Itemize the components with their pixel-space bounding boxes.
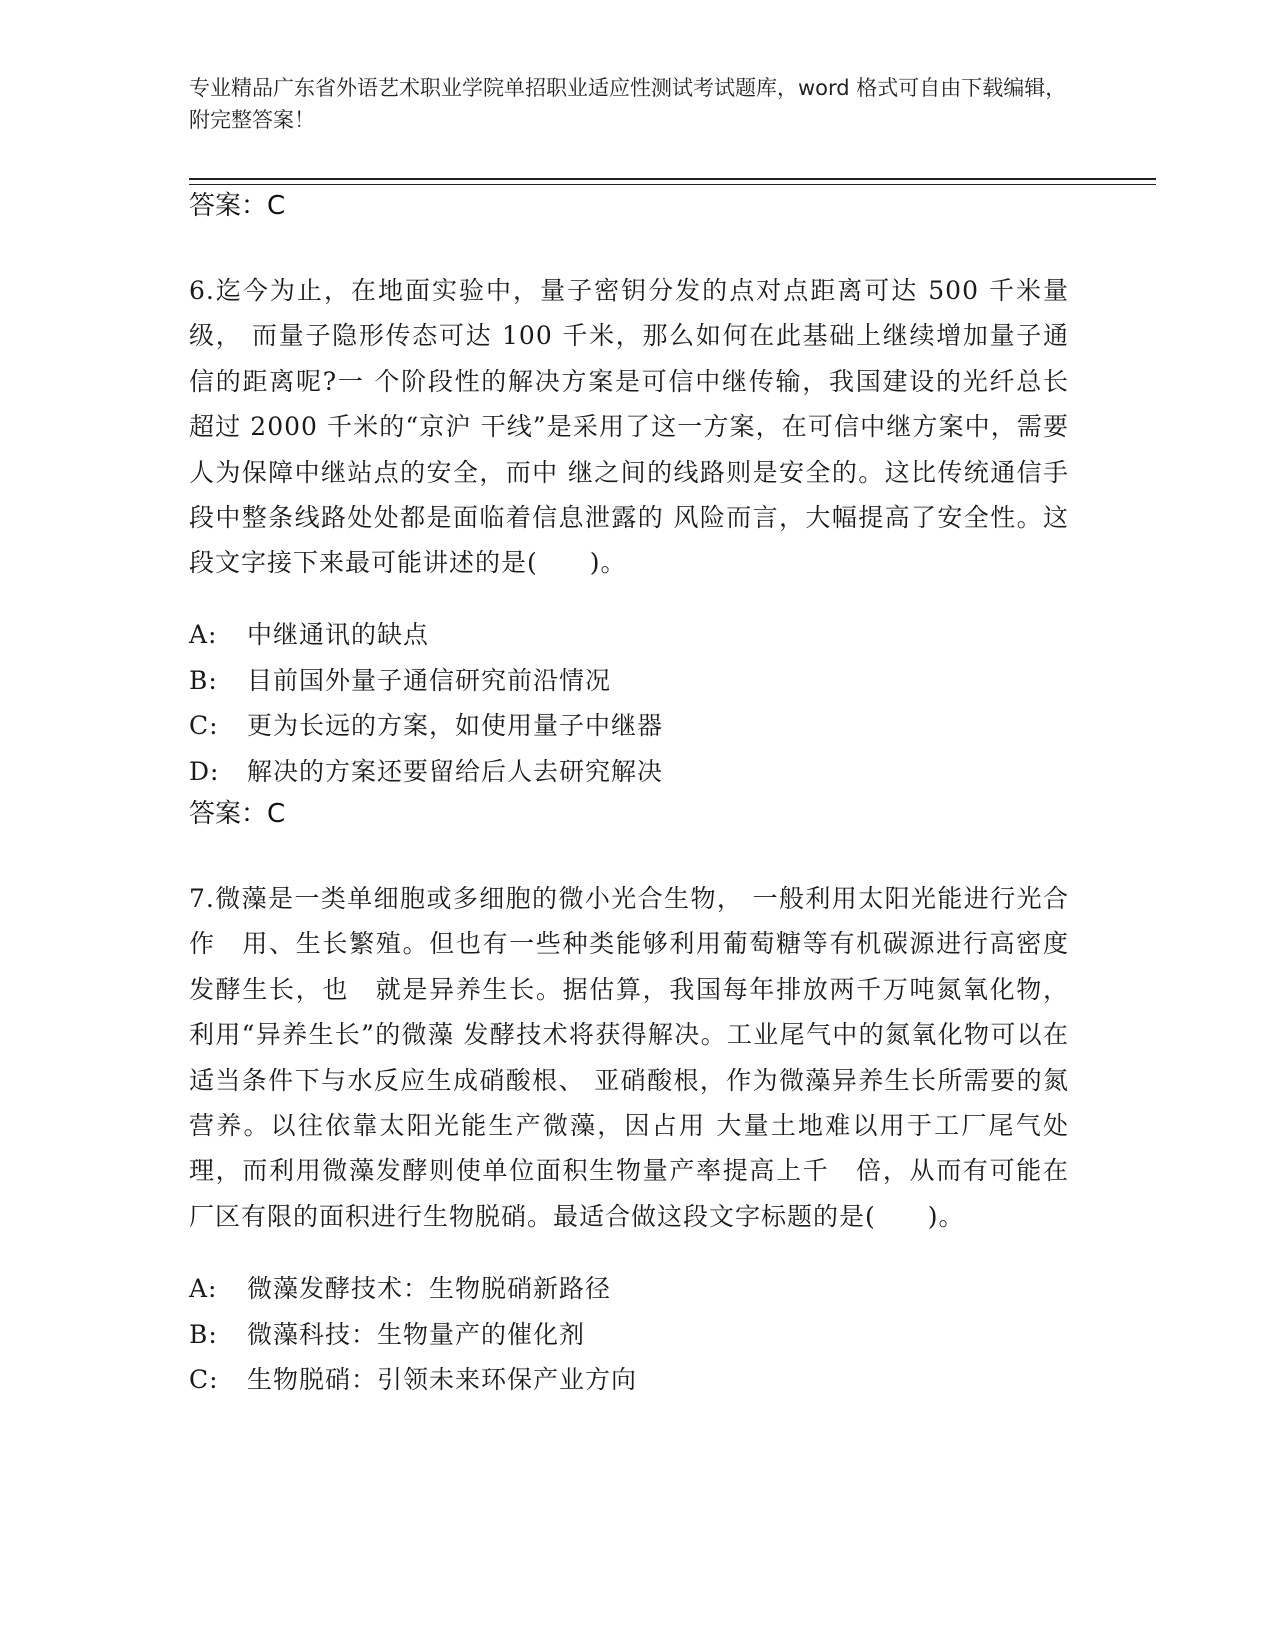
question-7: 7.微藻是一类单细胞或多细胞的微小光合生物， 一般利用太阳光能进行光合作 用、生长繁殖。但也有一些种类能够利用葡萄糖等有机碳源进行高密度发酵生长，也 就是异养生长。据估算，我国每年排放两千万吨氮氧化物，利用“异养生长”的微藻 发酵技术将获得解决。工业尾气中的氮氧化物可以在适当条件下与水反应生成硝酸根、 亚硝酸根，作为微藻异养生长所需要的氮营养。以往依靠太阳光能生产微藻，因占用 大量土地难以用于工厂尾气处理，而利用微藻发酵则使单位面积生物量产率提高上千 倍，从而有可能在厂区有限的面积进行生物脱硝。最适合做这段文字标题的是( )。 <box>189 884 1069 1231</box>
option-text: 微藻发酵技术：生物脱硝新路径 <box>247 1274 612 1303</box>
question-6-options <box>189 612 1069 794</box>
option-b <box>189 658 1069 704</box>
option-letter: C: <box>189 1365 219 1395</box>
option-text: 更为长远的方案，如使用量子中继器 <box>247 711 664 741</box>
option-c <box>189 703 1069 749</box>
option-text: 解决的方案还要留给后人去研究解决 <box>247 756 664 786</box>
option-letter: C: <box>189 711 219 741</box>
answer-6: 答案：C <box>189 799 286 829</box>
option-text: 微藻科技：生物量产的催化剂 <box>247 1319 586 1349</box>
option-d <box>189 749 1069 795</box>
question-6: 6.迄今为止，在地面实验中，量子密钥分发的点对点距离可达 500 千米量级， 而量子隐形传态可达 100 千米，那么如何在此基础上继续增加量子通信的距离呢?一 个阶段性的解决方案是可信中继传输，我国建设的光纤总长超过 2000 千米的“京沪 干线”是采用了这一方案，在可信中继方案中，需要人为保障中继站点的安全，而中 继之间的线路则是安全的。这比传统通信手段中整条线路处处都是面临着信息泄露的 风险而言，大幅提高了安全性。这段文字接下来最可能讲述的是( )。 <box>189 276 1069 578</box>
option-letter: B: <box>189 1319 218 1349</box>
page-header: 专业精品广东省外语艺术职业学院单招职业适应性测试考试题库，word 格式可自由下载编辑，附完整答案！ <box>189 76 1067 132</box>
option-b <box>189 1312 1069 1358</box>
question-7-options <box>189 1266 1069 1403</box>
option-a <box>189 1266 1069 1312</box>
answer-5: 答案：C <box>189 191 286 221</box>
option-text: 目前国外量子通信研究前沿情况 <box>247 665 612 695</box>
option-a <box>189 612 1069 658</box>
header-divider-thick <box>189 178 1156 180</box>
option-c <box>189 1357 1069 1403</box>
option-text: 中继通讯的缺点 <box>247 620 430 649</box>
option-letter: A: <box>189 620 218 649</box>
option-text: 生物脱硝：引领未来环保产业方向 <box>247 1365 638 1395</box>
option-letter: D: <box>189 756 220 786</box>
header-divider-thin <box>189 184 1156 185</box>
option-letter: B: <box>189 665 218 695</box>
option-letter: A: <box>189 1274 218 1303</box>
